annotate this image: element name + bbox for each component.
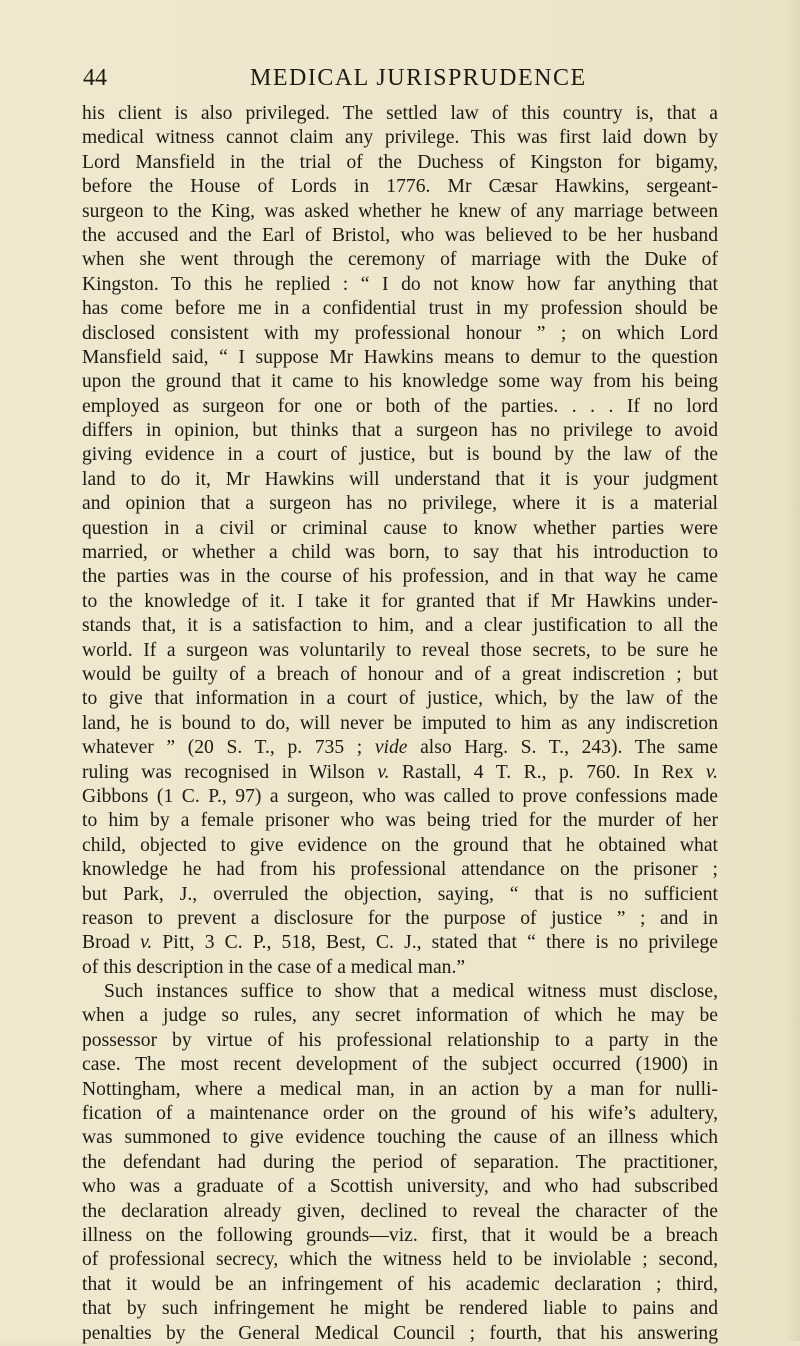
text-line: disclosed consistent with my professional honour ” ; on which Lord (82, 322, 718, 344)
text-line: employed as surgeon for one or both of the parties. . . . If no lord (82, 395, 718, 417)
text-line: of this description in the case of a medical man.” (82, 956, 466, 978)
text-line: the defendant had during the period of separation. The practitioner, (82, 1151, 718, 1173)
text-line: medical witness cannot claim any privilege. This was first laid down by (82, 127, 718, 149)
text-line: land, he is bound to do, will never be imputed to him as any indiscretion (82, 712, 718, 734)
text-line: world. If a surgeon was voluntarily to reveal those secrets, to be sure he (82, 639, 718, 661)
text-line: to give that information in a court of justice, which, by the law of the (82, 688, 718, 710)
text-line: and opinion that a surgeon has no privilege, where it is a material (82, 493, 718, 515)
text-line: Such instances suffice to show that a medical witness must disclose, (104, 981, 718, 1003)
text-line: differs in opinion, but thinks that a surgeon has no privilege to avoid (82, 420, 718, 442)
text-line: Lord Mansfield in the trial of the Duchess of Kingston for bigamy, (82, 151, 718, 173)
text-line: Broad v. Pitt, 3 C. P., 518, Best, C. J., stated that “ there is no privilege (82, 932, 718, 954)
text-line: his client is also privileged. The settled law of this country is, that a (82, 103, 718, 124)
text-line: married, or whether a child was born, to say that his introduction to (82, 542, 718, 564)
text-line: before the House of Lords in 1776. Mr Cæsar Hawkins, sergeant- (82, 176, 718, 198)
text-line: would be guilty of a breach of honour and of a great indiscretion ; but (82, 663, 718, 685)
text-line: possessor by virtue of his professional relationship to a party in the (82, 1029, 718, 1051)
text-line: to the knowledge of it. I take it for granted that if Mr Hawkins under- (82, 590, 718, 612)
text-line: when a judge so rules, any secret information of which he may be (82, 1005, 718, 1027)
text-line: whatever ” (20 S. T., p. 735 ; vide also Harg. S. T., 243). The same (82, 737, 719, 759)
text-line: ruling was recognised in Wilson v. Rastall, 4 T. R., p. 760. In Rex v. (82, 761, 719, 783)
text-line: illness on the following grounds—viz. first, that it would be a breach (82, 1224, 718, 1246)
text-line: upon the ground that it came to his knowledge some way from his being (82, 371, 718, 393)
text-line: question in a civil or criminal cause to know whether parties were (82, 517, 718, 539)
text-line: has come before me in a confidential trust in my profession should be (82, 298, 718, 320)
text-line: land to do it, Mr Hawkins will understand that it is your judgment (82, 468, 718, 490)
text-line: case. The most recent development of the subject occurred (1900) in (82, 1054, 718, 1076)
text-line: giving evidence in a court of justice, but is bound by the law of the (82, 444, 718, 466)
text-line: that it would be an infringement of his academic declaration ; third, (82, 1273, 718, 1295)
text-line: the declaration already given, declined to reveal the character of the (82, 1200, 718, 1222)
page-number: 44 (83, 65, 107, 91)
text-line: fication of a maintenance order on the ground of his wife’s adultery, (82, 1103, 718, 1125)
page-header (0, 63, 800, 93)
text-line: Gibbons (1 C. P., 97) a surgeon, who was called to prove confessions made (82, 785, 718, 807)
text-line: surgeon to the King, was asked whether he knew of any marriage between (82, 200, 718, 222)
body-text (82, 102, 718, 1346)
text-line: Nottingham, where a medical man, in an action by a man for nulli- (82, 1078, 718, 1100)
text-line: knowledge he had from his professional attendance on the prisoner ; (82, 859, 718, 881)
text-line: child, objected to give evidence on the ground that he obtained what (82, 834, 718, 856)
text-line: but Park, J., overruled the objection, saying, “ that is no sufficient (82, 883, 718, 905)
text-line: the parties was in the course of his profession, and in that way he came (82, 566, 718, 588)
text-line: penalties by the General Medical Council ; fourth, that his answering (82, 1322, 718, 1344)
text-line: when she went through the ceremony of marriage with the Duke of (82, 249, 718, 271)
text-line: who was a graduate of a Scottish university, and who had subscribed (82, 1176, 718, 1198)
text-line: reason to prevent a disclosure for the purpose of justice ” ; and in (82, 907, 718, 929)
text-line: to him by a female prisoner who was being tried for the murder of her (82, 810, 718, 832)
text-line: stands that, it is a satisfaction to him, and a clear justification to all the (82, 615, 718, 637)
scan-edge-shadow (786, 0, 800, 1341)
text-line: was summoned to give evidence touching the cause of an illness which (82, 1127, 718, 1149)
text-line: Mansfield said, “ I suppose Mr Hawkins means to demur to the question (82, 346, 718, 368)
running-head: MEDICAL JURISPRUDENCE (250, 65, 587, 91)
text-line: of professional secrecy, which the witness held to be inviolable ; second, (82, 1249, 718, 1271)
text-line: the accused and the Earl of Bristol, who was believed to be her husband (82, 224, 718, 246)
text-line: that by such infringement he might be rendered liable to pains and (82, 1298, 718, 1320)
text-line: Kingston. To this he replied : “ I do not know how far anything that (82, 273, 718, 295)
